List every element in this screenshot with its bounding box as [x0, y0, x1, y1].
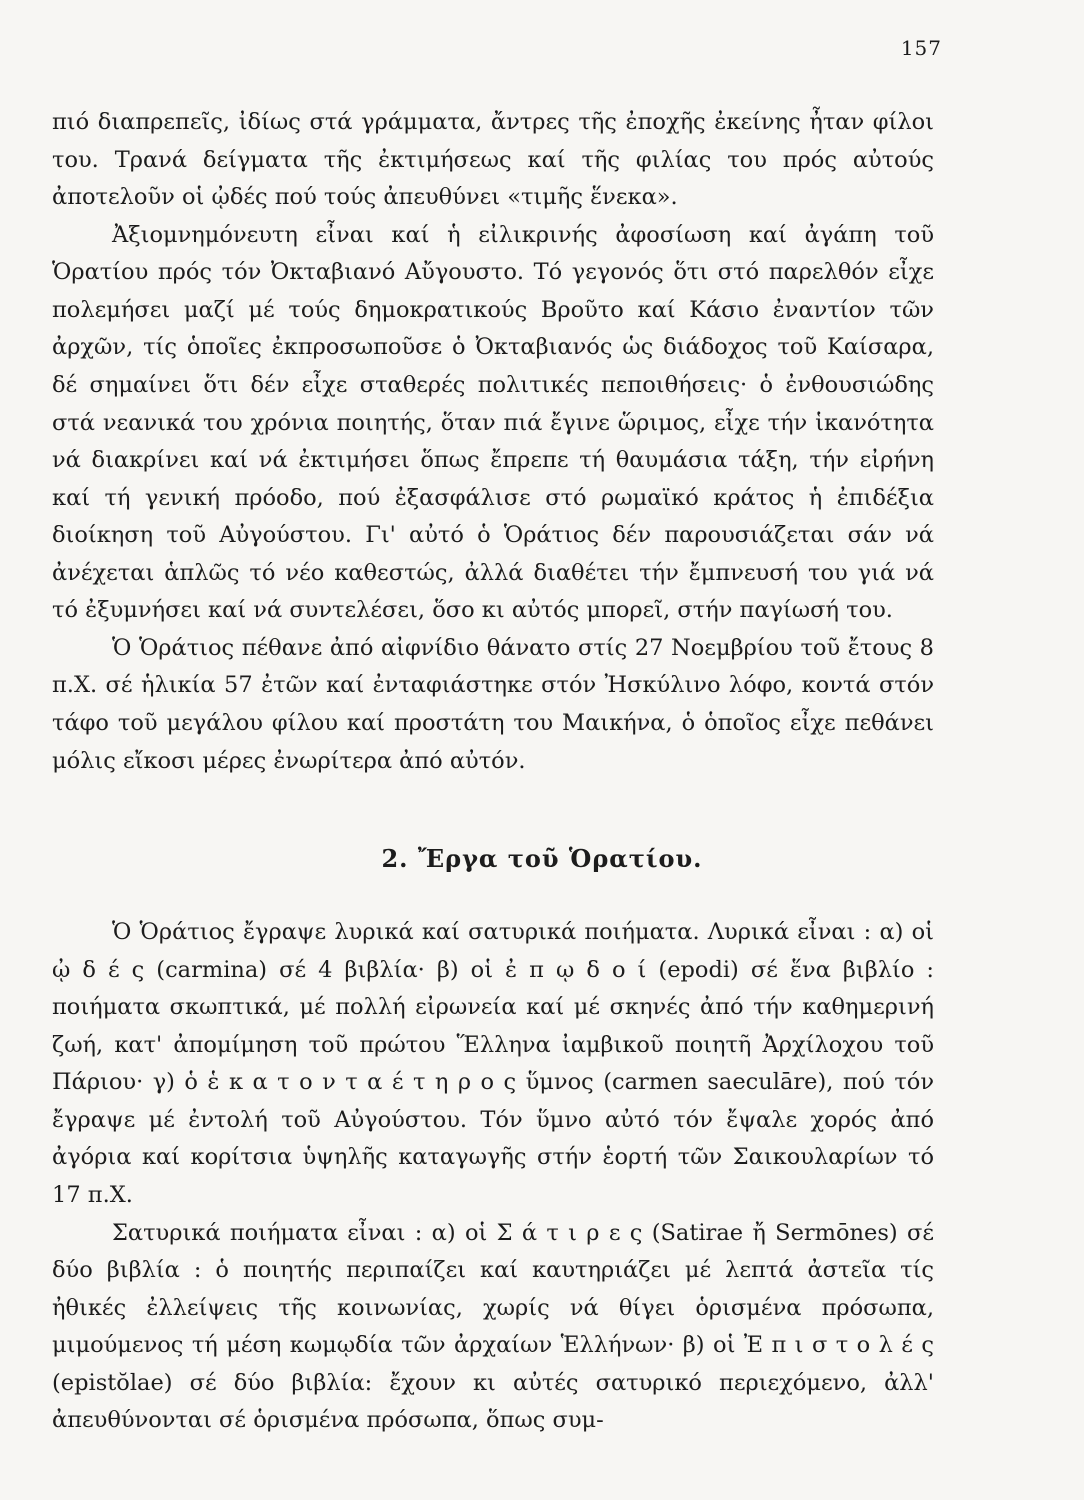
- section-heading: 2. Ἔργα τοῦ Ὁρατίου.: [381, 844, 703, 873]
- paragraph: πιό διαπρεπεῖς, ἰδίως στά γράμματα, ἄντρες τῆς ἐποχῆς ἐκείνης ἦταν φίλοι του. Τρανά δείγματα τῆς ἐκτιμήσεως καί τῆς φιλίας του πρός αὐτούς ἀποτελοῦν οἱ ᾠδές πού τούς ἀπευθύνει «τιμῆς ἕνεκα».: [52, 109, 934, 211]
- body-text-bottom: [52, 914, 934, 1440]
- paragraph: Ὁ Ὁράτιος πέθανε ἀπό αἰφνίδιο θάνατο στίς 27 Νοεμβρίου τοῦ ἔτους 8 π.Χ. σέ ἡλικία 57 ἐτῶν καί ἐνταφιάστηκε στόν Ἠσκύλινο λόφο, κοντά στόν τάφο τοῦ μεγάλου φίλου καί προστάτη του Μαικήνα, ὁ ὁποῖος εἶχε πεθάνει μόλις εἴκοσι μέρες ἐνωρίτερα ἀπό αὐτόν.: [52, 634, 934, 774]
- paragraph: Σατυρικά ποιήματα εἶναι : α) οἱ Σ ά τ ι ρ ε ς (Satirae ἤ Sermōnes) σέ δύο βιβλία : ὁ ποιητής περιπαίζει καί καυτηριάζει μέ λεπτά ἀστεῖα τίς ἠθικές ἐλλείψεις τῆς κοινωνίας, χωρίς νά θίγει ὁρισμένα πρόσωπα, μιμούμενος τή μέση κωμῳδία τῶν ἀρχαίων Ἑλλήνων· β) οἱ Ἐ π ι σ τ ο λ έ ς (epistŏlae) σέ δύο βιβλία: ἔχουν κι αὐτές σατυρικό περιεχόμενο, ἀλλ' ἀπευθύνονται σέ ὁρισμένα πρόσωπα, ὅπως συμ-: [52, 1219, 934, 1434]
- body-text-top: [52, 104, 934, 780]
- paragraph: Ὁ Ὁράτιος ἔγραψε λυρικά καί σατυρικά ποιήματα. Λυρικά εἶναι : α) οἱ ᾠ δ έ ς (carmina) σέ 4 βιβλία· β) οἱ ἐ π ῳ δ ο ί (epodi) σέ ἕνα βιβλίο : ποιήματα σκωπτικά, μέ πολλή εἰρωνεία καί μέ σκηνές ἀπό τήν καθημερινή ζωή, κατ' ἀπομίμηση τοῦ πρώτου Ἕλληνα ἰαμβικοῦ ποιητῆ Ἀρχίλοχου τοῦ Πάριου· γ) ὁ ἑ κ α τ ο ν τ α έ τ η ρ ο ς ὕμνος (carmen saeculāre), πού τόν ἔγραψε μέ ἐντολή τοῦ Αὐγούστου. Τόν ὕμνο αὐτό τόν ἔψαλε χορός ἀπό ἀγόρια καί κορίτσια ὑψηλῆς καταγωγῆς στήν ἑορτή τῶν Σαικουλαρίων τό 17 π.Χ.: [52, 919, 934, 1208]
- page-number: 157: [900, 36, 942, 60]
- paragraph: Ἀξιομνημόνευτη εἶναι καί ἡ εἰλικρινής ἀφοσίωση καί ἀγάπη τοῦ Ὁρατίου πρός τόν Ὀκταβιανό Αὔγουστο. Τό γεγονός ὅτι στό παρελθόν εἶχε πολεμήσει μαζί μέ τούς δημοκρατικούς Βροῦτο καί Κάσιο ἐναντίον τῶν ἀρχῶν, τίς ὁποῖες ἐκπροσωποῦσε ὁ Ὀκταβιανός ὡς διάδοχος τοῦ Καίσαρα, δέ σημαίνει ὅτι δέν εἶχε σταθερές πολιτικές πεποιθήσεις· ὁ ἐνθουσιώδης στά νεανικά του χρόνια ποιητής, ὅταν πιά ἔγινε ὥριμος, εἶχε τήν ἱκανότητα νά διακρίνει καί νά ἐκτιμήσει ὅπως ἔπρεπε τή θαυμάσια τάξη, τήν εἰρήνη καί τή γενική πρόοδο, πού ἐξασφάλισε στό ρωμαϊκό κράτος ἡ ἐπιδέξια διοίκηση τοῦ Αὐγούστου. Γι' αὐτό ὁ Ὁράτιος δέν παρουσιάζεται σάν νά ἀνέχεται ἁπλῶς τό νέο καθεστώς, ἀλλά διαθέτει τήν ἔμπνευσή του γιά νά τό ἐξυμνήσει καί νά συντελέσει, ὅσο κι αὐτός μπορεῖ, στήν παγίωσή του.: [52, 221, 934, 624]
